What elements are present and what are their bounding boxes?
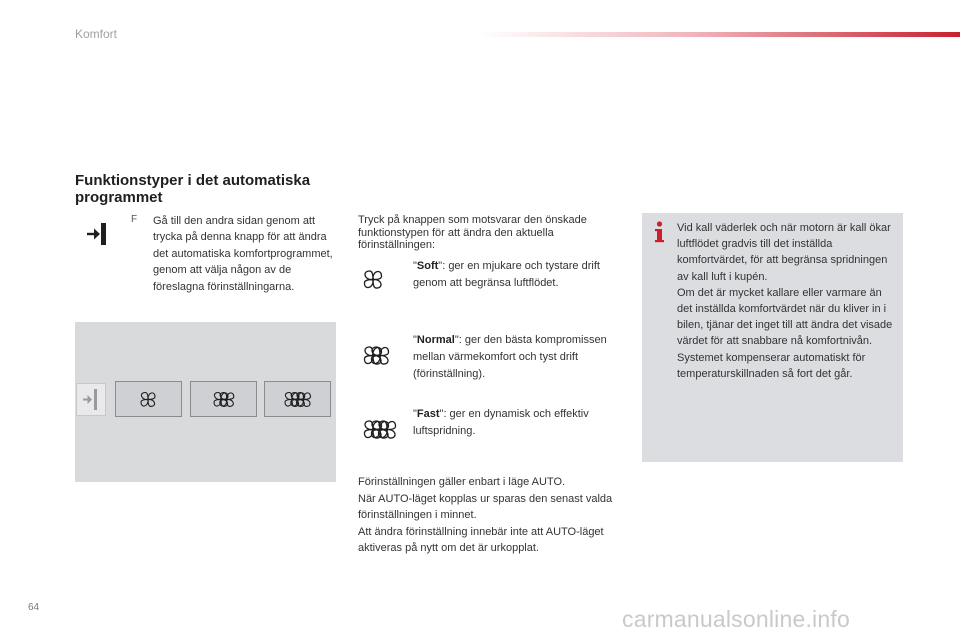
- fan-fast-icon: [362, 418, 398, 441]
- preset-button-normal[interactable]: [190, 381, 257, 417]
- panel-exit-button[interactable]: [76, 383, 106, 416]
- preset-notes: [358, 474, 623, 557]
- fan-normal-icon: [362, 344, 391, 367]
- note-line: Att ändra förinställning innebär inte att AUTO-läget aktiveras på nytt om det är urkopplat.: [358, 525, 604, 555]
- mode-description-soft: "Soft": ger en mjukare och tystare drift genom att begränsa luftflödet.: [413, 260, 600, 289]
- mode-name: Normal: [416, 334, 455, 346]
- exit-arrow-icon: [77, 384, 105, 415]
- mode-name: Soft: [416, 260, 439, 272]
- fan-normal-icon: [212, 390, 236, 409]
- header-accent-bar: [480, 32, 960, 37]
- section-title: Komfort: [75, 27, 118, 41]
- intro-text: Tryck på knappen som motsvarar den önskade funktionstypen för att ändra den aktuella förinställningen:: [358, 214, 587, 251]
- fan-fast-icon: [283, 390, 313, 409]
- fan-soft-icon: [362, 268, 384, 291]
- info-paragraph: Vid kall väderlek och när motorn är kall ökar luftflödet gradvis till det inställda komfortvärdet, för att begränsa spridningen av kall luft i kupén.: [677, 222, 891, 283]
- mode-description-normal: "Normal": ger den bästa kompromissen mellan värmekomfort och tyst drift (förinställning).: [413, 334, 607, 380]
- instruction-text: Gå till den andra sidan genom att trycka på denna knapp för att ändra det automatiska komfortprogrammet, genom att välja någon av de föreslagna förinställningarna.: [153, 215, 333, 293]
- exit-arrow-icon: [86, 222, 108, 246]
- mode-name: Fast: [416, 408, 440, 420]
- info-paragraph: Om det är mycket kallare eller varmare än det inställda komfortvärdet när du kliver in i bilen, tjänar det inget till att ändra det visade värdet för att snabbare nå komfortnivån. Systemet kompenserar automatiskt för temperaturskillnaden så fort det går.: [677, 286, 893, 380]
- mode-description-fast: "Fast": ger en dynamisk och effektiv luftspridning.: [413, 408, 589, 437]
- preset-button-soft[interactable]: [115, 381, 182, 417]
- page-heading: Funktionstyper i det automatiska programmet: [75, 172, 311, 206]
- note-line: När AUTO-läget kopplas ur sparas den senast valda förinställningen i minnet.: [358, 492, 613, 522]
- info-icon: [652, 221, 666, 243]
- note-line: Förinställningen gäller enbart i läge AUTO.: [358, 476, 566, 488]
- fan-soft-icon: [139, 390, 157, 409]
- bullet-marker: F: [131, 214, 138, 225]
- preset-button-fast[interactable]: [264, 381, 331, 417]
- info-text: [677, 220, 899, 382]
- page-number: 64: [28, 602, 40, 613]
- watermark: carmanualsonline.info: [622, 606, 850, 632]
